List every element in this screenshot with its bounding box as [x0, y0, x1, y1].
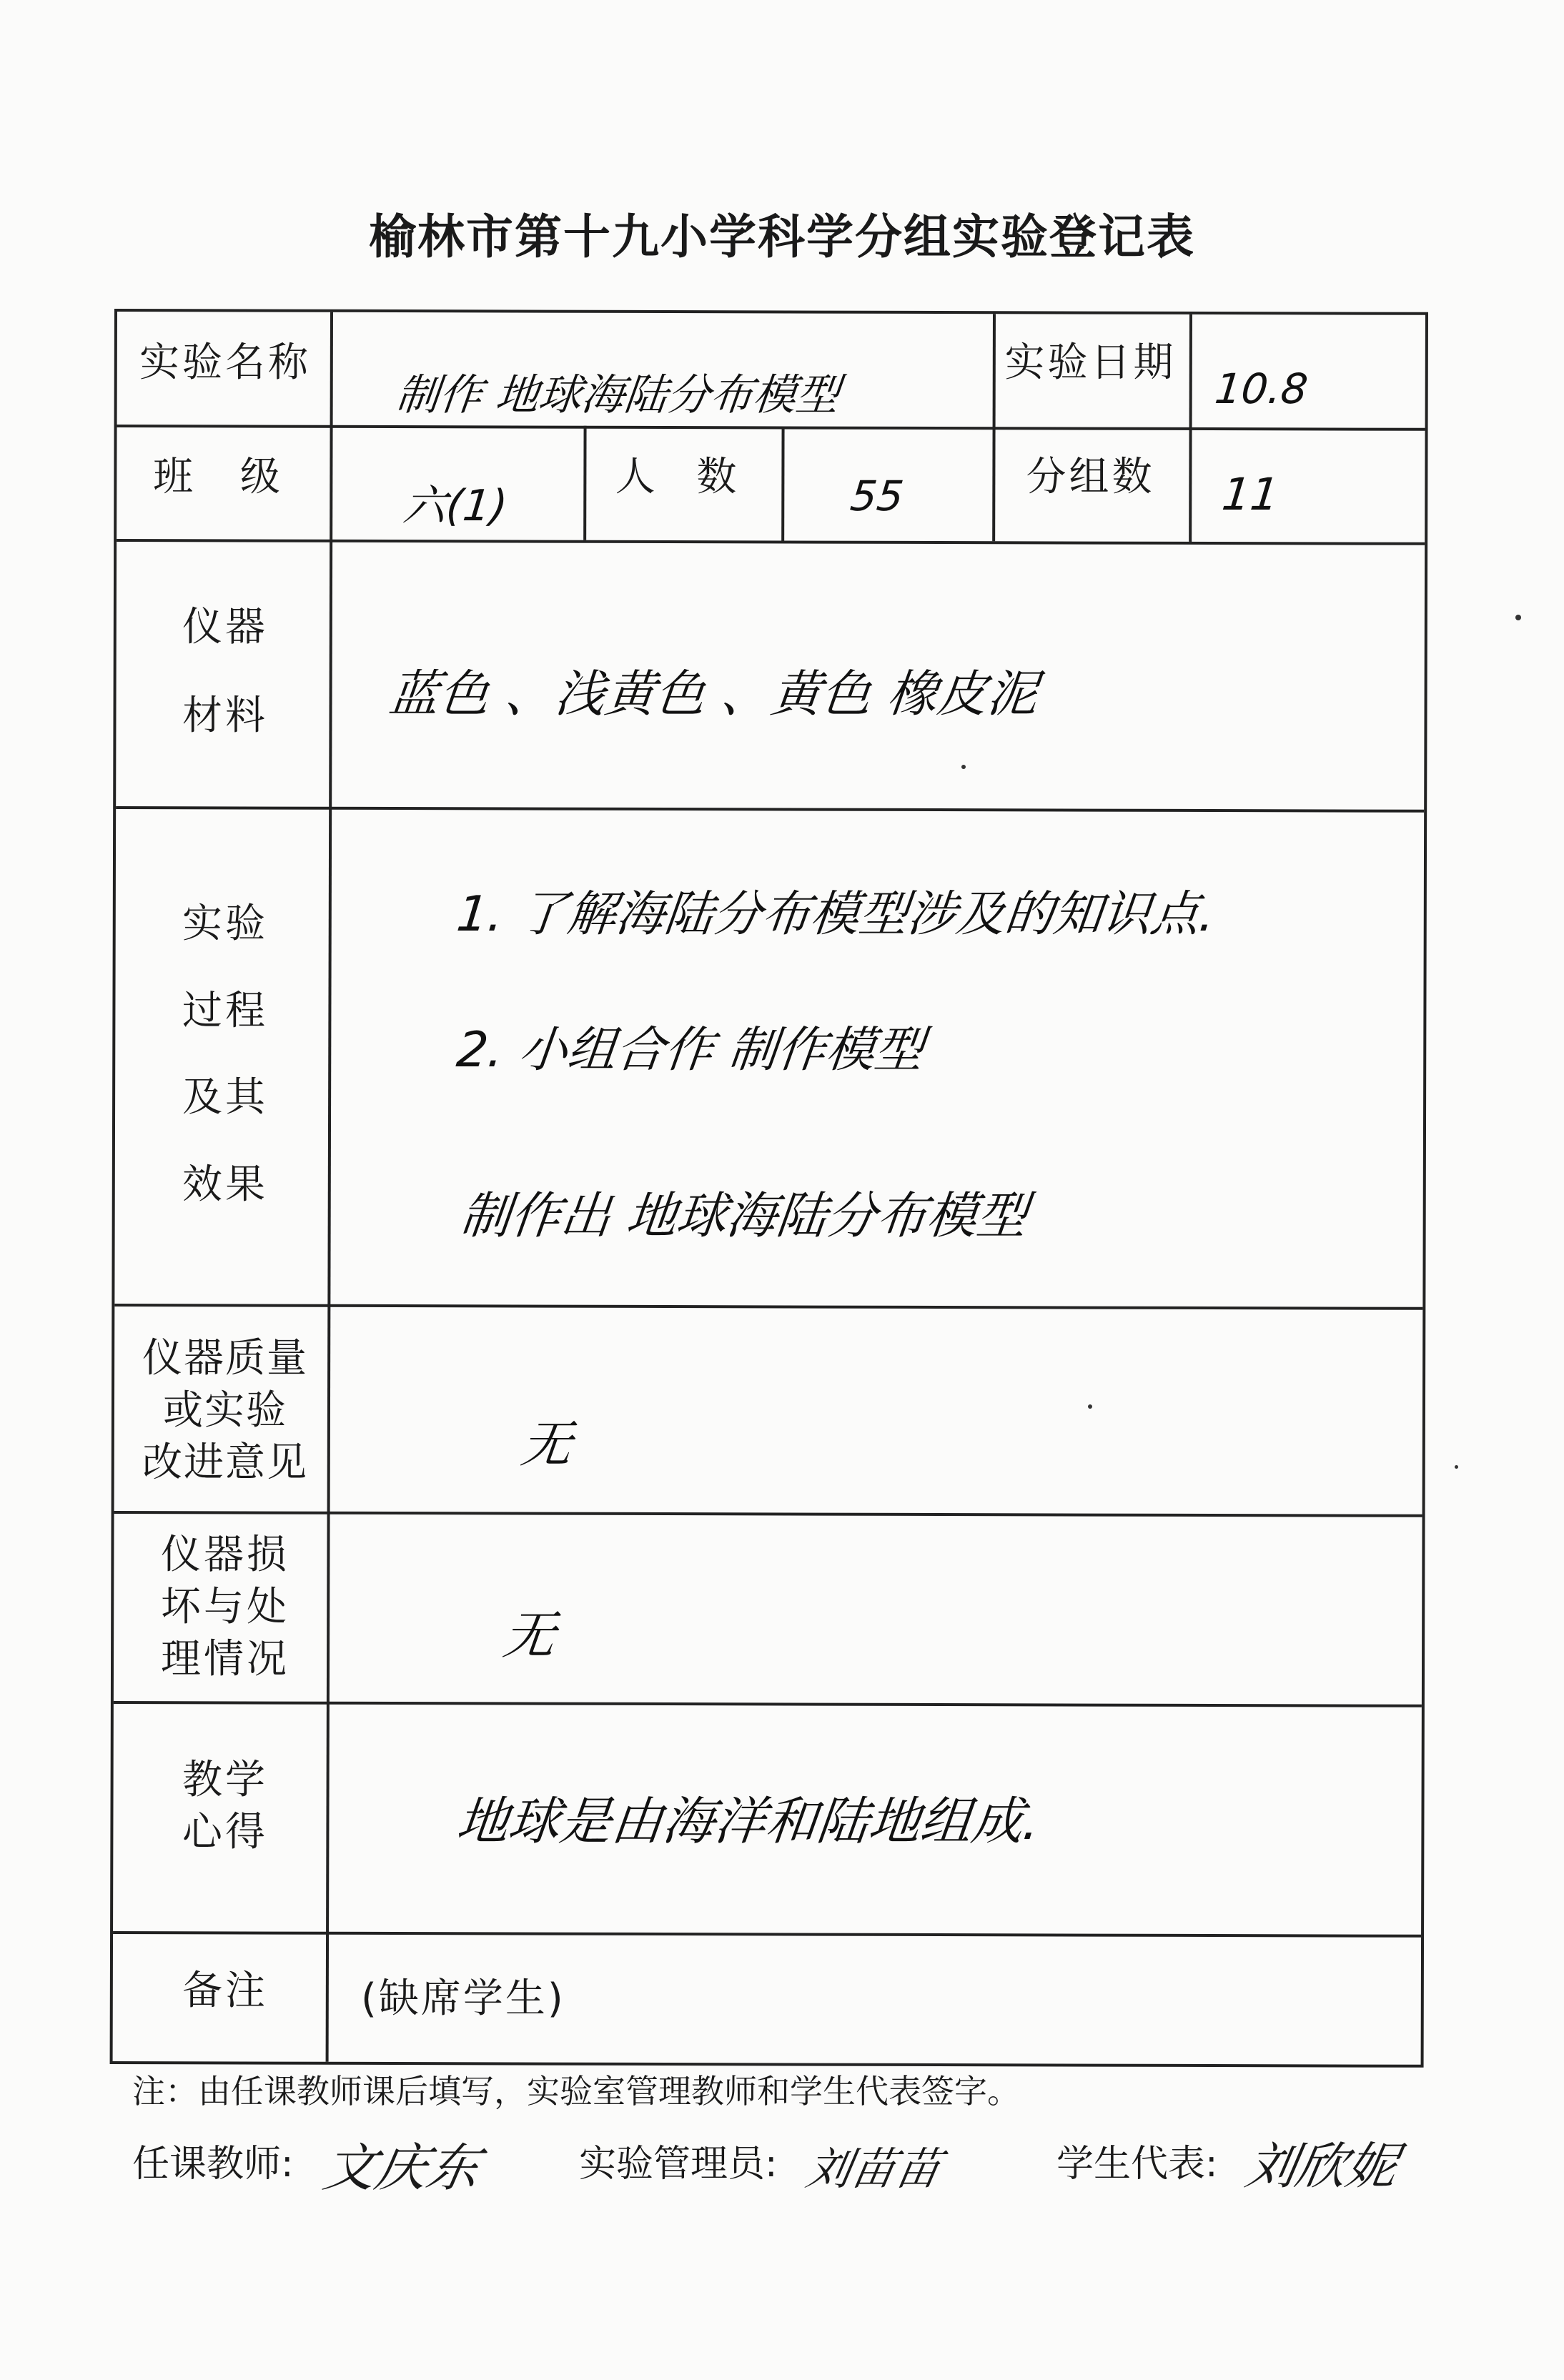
reflection-value: 地球是由海洋和陆地组成.: [453, 1791, 1043, 1851]
materials-label-line2: 材料: [182, 692, 268, 739]
row-divider: [117, 425, 1425, 431]
process-label-line4: 效果: [182, 1161, 268, 1208]
process-line-1: 1. 了解海陆分布模型涉及的知识点.: [454, 886, 1218, 943]
remarks-label: 备注: [182, 1968, 268, 2014]
damage-label-line3: 理情况: [161, 1635, 289, 1682]
ink-speck: [961, 765, 966, 769]
quality-label-line2: 或实验: [163, 1387, 287, 1434]
teacher-signature: 文庆东: [319, 2138, 485, 2198]
row-divider: [114, 1701, 1422, 1707]
process-label: [119, 897, 332, 1211]
process-label-line1: 实验: [182, 901, 268, 947]
quality-label-line1: 仪器质量: [142, 1335, 308, 1382]
people-count-value: 55: [848, 472, 906, 520]
experiment-name-value: 制作 地球海陆分布模型: [393, 370, 842, 420]
lab-admin-signature-label: 实验管理员:: [579, 2143, 778, 2186]
process-label-line2: 过程: [182, 987, 268, 1034]
group-count-value: 11: [1219, 468, 1282, 520]
process-label-line3: 及其: [182, 1074, 268, 1121]
teacher-signature-label: 任课教师:: [132, 2143, 294, 2186]
ink-speck: [1088, 1404, 1092, 1409]
row-divider: [117, 539, 1425, 545]
row-divider: [113, 1931, 1421, 1938]
reflection-label-line2: 心得: [182, 1808, 268, 1855]
materials-value: 蓝色 、浅黄色 、黄色 橡皮泥: [386, 665, 1041, 723]
row-divider: [116, 806, 1424, 813]
group-count-label: 分组数: [1026, 454, 1155, 500]
reflection-label-line1: 教学: [182, 1757, 268, 1803]
reflection-label: [119, 1755, 332, 1859]
quality-label: [119, 1333, 332, 1489]
row-divider: [114, 1304, 1422, 1310]
damage-label-line1: 仪器损: [161, 1532, 289, 1578]
process-line-2: 2. 小组合作 制作模型: [454, 1022, 926, 1079]
quality-label-line3: 改进意见: [142, 1439, 308, 1486]
lab-admin-signature: 刘苗苗: [802, 2143, 945, 2195]
damage-value: 无: [500, 1605, 558, 1665]
quality-value: 无: [518, 1415, 575, 1474]
student-rep-signature: 刘欣妮: [1241, 2137, 1402, 2196]
form-title: 榆林市第十九小学科学分组实验登记表: [369, 209, 1195, 264]
column-divider: [781, 426, 784, 540]
people-count-label: 人 数: [615, 454, 751, 500]
materials-label: [119, 600, 332, 743]
damage-label-line2: 坏与处: [161, 1583, 289, 1630]
row-divider: [114, 1511, 1422, 1517]
process-line-3: 制作出 地球海陆分布模型: [457, 1186, 1030, 1245]
experiment-name-label: 实验名称: [139, 339, 311, 386]
damage-label: [119, 1529, 332, 1685]
class-label: 班 级: [153, 454, 297, 500]
remarks-value: (缺席学生): [361, 1975, 565, 2022]
column-divider: [1189, 314, 1192, 542]
class-value: 六(1): [400, 481, 510, 531]
materials-label-line1: 仪器: [182, 604, 268, 650]
ink-speck: [1455, 1465, 1458, 1469]
ink-speck: [1515, 615, 1521, 620]
experiment-date-value: 10.8: [1212, 365, 1310, 413]
student-rep-signature-label: 学生代表:: [1056, 2143, 1218, 2186]
experiment-date-label: 实验日期: [1004, 339, 1177, 386]
footnote: 注：由任课教师课后填写，实验室管理教师和学生代表签字。: [132, 2072, 1020, 2111]
